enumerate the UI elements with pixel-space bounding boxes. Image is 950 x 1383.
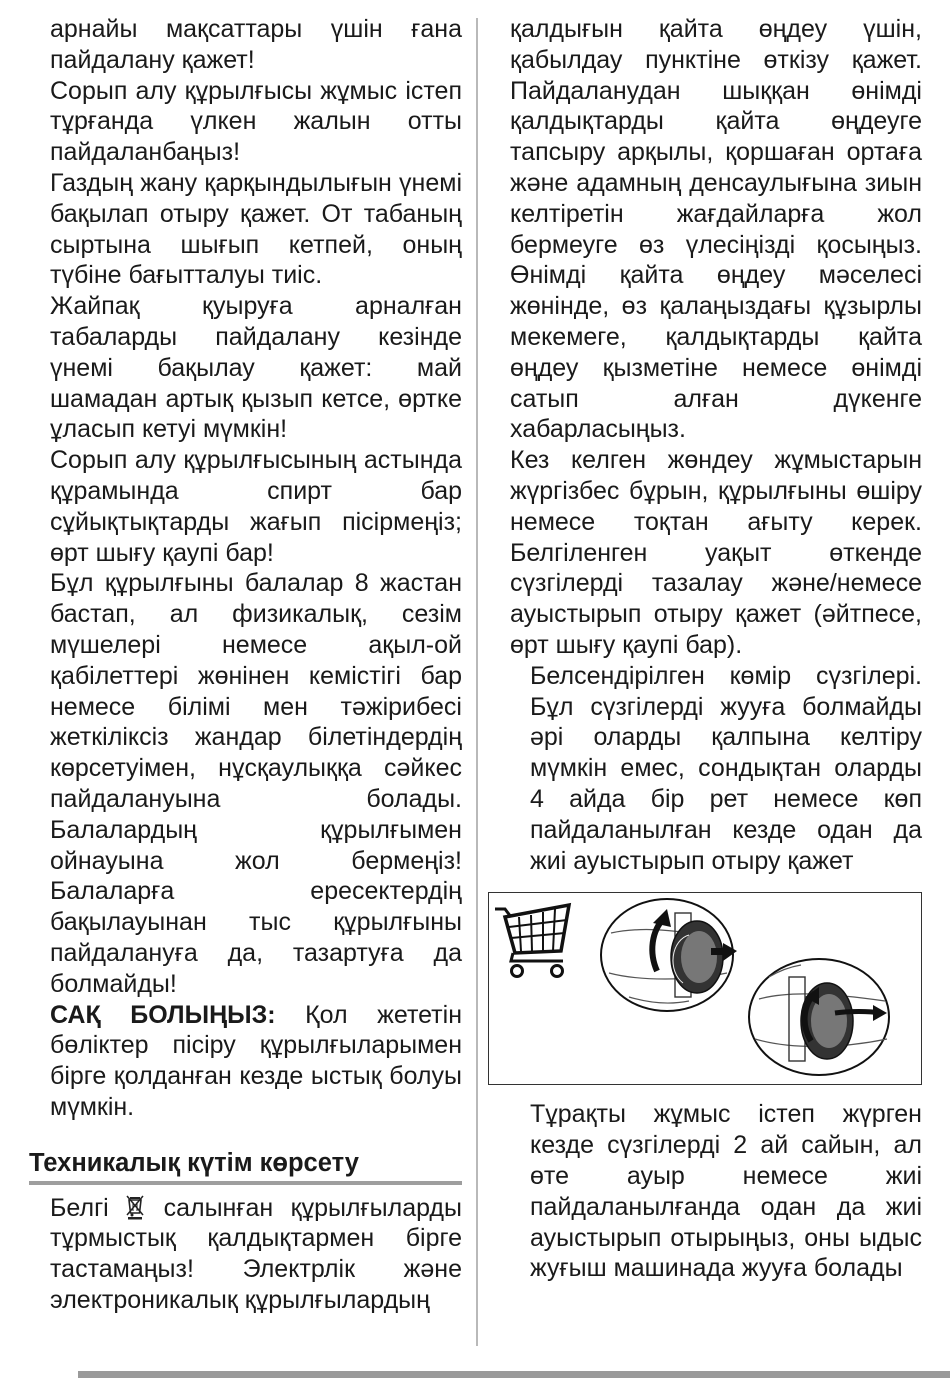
shopping-cart-icon — [495, 905, 569, 977]
paragraph: Кез келген жөндеу жұмыстарын жүргізбес бұрын, құрылғыны өшіру немесе тоқтан ағыту керек. Белгіленген уақыт өткенде сүзгілерді тазалау және/немесе ауыстырып отыру қажет (әйтпесе, өрт шығу қаупі бар). — [510, 446, 922, 659]
filter-removal-detail-2 — [749, 959, 889, 1075]
warning-text: Қол жететін бөліктер пісіру құрылғыларымен бірге қолданған кезде ыстық болуы мүмкін. — [50, 1000, 462, 1121]
paragraph: Жайпақ қуыруға арналған табаларды пайдалану кезінде үнемі бақылау қажет: май шамадан артық қызып кетсе, өртке ұласып кетуі мүмкін! — [50, 292, 462, 444]
warning-paragraph — [50, 1000, 462, 1123]
paragraph: Тұрақты жұмыс істеп жүрген кезде сүзгілерді 2 ай сайын, ал өте ауыр немесе жиі пайдаланылғанда одан да жиі ауыстырып отырыңыз, оны ыдыс жуғыш машинада жууға болады — [530, 1100, 922, 1283]
paragraph: Газдың жану қарқындылығын үнемі бақылап отыру қажет. От табаның сыртына шығып кетпей, оның түбіне бағытталуы тиіс. — [50, 168, 462, 290]
filter-replacement-illustration — [489, 893, 921, 1084]
paragraph: Белсендірілген көмір сүзгілері. Бұл сүзгілерді жууға болмайды әрі оларды қалпына келтіру мүмкін емес, сондықтан оларды 4 айда бір рет немесе көп пайдаланылған кезде одан да жиі ауыстырып отыру қажет — [530, 661, 922, 875]
section-title-underline — [29, 1181, 462, 1185]
paragraph-text-end: салынған құрылғыларды тұрмыстық қалдықтармен бірге тастамаңыз! Электрлік және электроникалық құрылғылардың — [50, 1193, 462, 1315]
warning-label: САҚ БОЛЫҢЫЗ: — [50, 1000, 276, 1029]
paragraph — [50, 1193, 462, 1316]
paragraph-text-start: Белгі — [50, 1193, 127, 1222]
right-column — [510, 14, 922, 1284]
section-title: Техникалық күтім көрсету — [29, 1148, 359, 1177]
paragraph: Сорып алу құрылғысы жұмыс істеп тұрғанда үлкен жалын отты пайдаланбаңыз! — [50, 76, 462, 167]
crossed-out-bin-icon — [126, 1194, 146, 1220]
filter-replacement-figure — [488, 892, 922, 1085]
page-bottom-rule — [78, 1371, 950, 1378]
left-column — [29, 14, 462, 1316]
paragraph: қалдығын қайта өңдеу үшін, қабылдау пунктіне өткізу қажет. Пайдаланудан шыққан өнімді қалдықтарды қайта өңдеуге тапсыру арқылы, қоршаған ортаға және адамның денсаулығына зиын келтіретін жағдайларға жол бермеуге өз үлесіңізді қосыңыз. Өнімді қайта өңдеу мәселесі жөнінде, өз қалаңыздағы құзырлы мекемеге, қалдықтарды қайта өңдеу қызметіне немесе өнімді сатып алған дүкенге хабарласыңыз. — [510, 15, 922, 444]
filter-removal-detail-1 — [601, 899, 737, 1011]
paragraph: арнайы мақсаттары үшін ғана пайдалану қажет! — [50, 15, 462, 74]
paragraph: Бұл құрылғыны балалар 8 жастан бастап, ал физикалық, сезім мүшелері немесе ақыл-ой қабілеттері жөнінен кемістігі бар немесе білімі мен тәжірибесі жеткіліксіз жандар білетіндердің көрсетуімен, нұсқаулыққа сәйкес пайдалануына болады. Балалардың құрылғымен ойнауына жол бермеңіз! Балаларға ересектердің бақылауынан тыс құрылғыны пайдалануға да, тазартуға да болмайды! — [50, 569, 462, 998]
column-divider — [476, 18, 478, 1346]
paragraph: Сорып алу құрылғысының астында құрамында спирт бар сұйықтықтарды жағып пісірмеңіз; өрт шығу қаупі бар! — [50, 446, 462, 567]
